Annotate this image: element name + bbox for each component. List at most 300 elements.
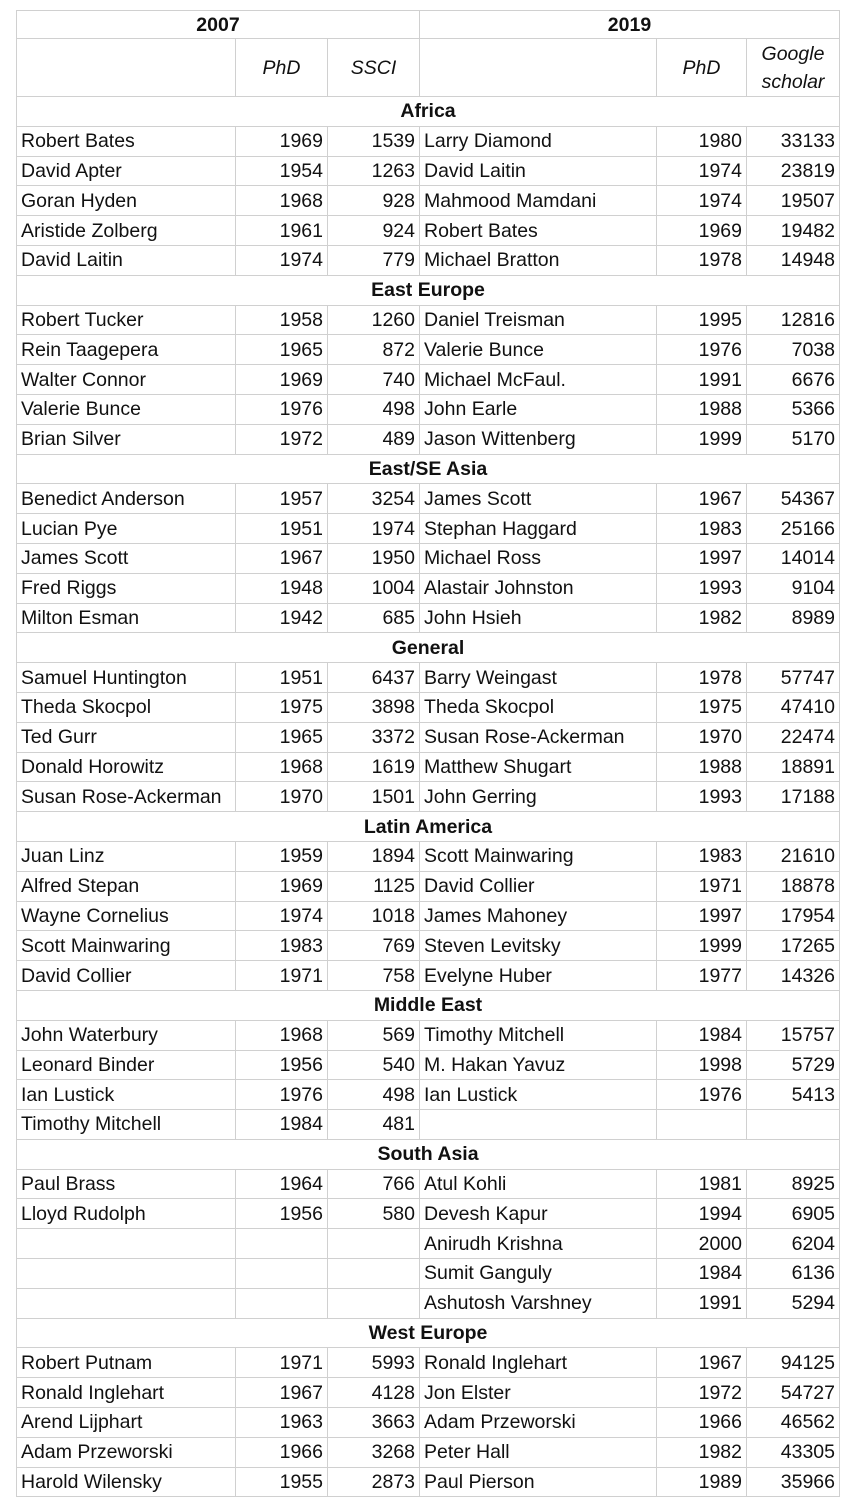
ssci-count: 3663 xyxy=(328,1408,420,1438)
google-scholar-count: 6136 xyxy=(747,1259,840,1289)
phd-year-2019: 1984 xyxy=(657,1020,747,1050)
table-row xyxy=(17,1378,840,1408)
scholar-2007-name: Lucian Pye xyxy=(17,514,236,544)
scholar-2019-name: James Mahoney xyxy=(420,901,657,931)
year-2007-header: 2007 xyxy=(17,11,420,39)
scholar-2007-name: Samuel Huntington xyxy=(17,663,236,693)
phd-year-2019: 1988 xyxy=(657,394,747,424)
scholar-2007-name: Paul Brass xyxy=(17,1169,236,1199)
google-scholar-count: 14014 xyxy=(747,543,840,573)
scholar-2007-name xyxy=(17,1259,236,1289)
phd-year-2019: 1989 xyxy=(657,1467,747,1497)
phd-year-2007: 1974 xyxy=(236,245,328,275)
table-row xyxy=(17,543,840,573)
scholar-2007-name: Walter Connor xyxy=(17,365,236,395)
scholar-2007-name: Ian Lustick xyxy=(17,1080,236,1110)
ssci-count: 758 xyxy=(328,961,420,991)
phd-year-2019: 1976 xyxy=(657,335,747,365)
scholar-2019-name: Steven Levitsky xyxy=(420,931,657,961)
phd-year-2007: 1956 xyxy=(236,1050,328,1080)
scholar-2007-name: Donald Horowitz xyxy=(17,752,236,782)
ssci-count xyxy=(328,1259,420,1289)
phd-year-2007: 1956 xyxy=(236,1199,328,1229)
phd-year-2019: 1974 xyxy=(657,156,747,186)
year-2019-header: 2019 xyxy=(420,11,840,39)
ssci-count: 1974 xyxy=(328,514,420,544)
ssci-count: 569 xyxy=(328,1020,420,1050)
phd-year-2007: 1968 xyxy=(236,752,328,782)
table-row xyxy=(17,186,840,216)
scholar-2019-name: John Earle xyxy=(420,394,657,424)
ssci-count: 872 xyxy=(328,335,420,365)
scholar-2007-name: Alfred Stepan xyxy=(17,871,236,901)
region-label: General xyxy=(17,633,840,663)
phd-year-2007: 1969 xyxy=(236,871,328,901)
phd-header-2019: PhD xyxy=(657,39,747,97)
table-row xyxy=(17,1169,840,1199)
phd-year-2007: 1971 xyxy=(236,961,328,991)
scholar-2007-name: Lloyd Rudolph xyxy=(17,1199,236,1229)
ssci-count: 2873 xyxy=(328,1467,420,1497)
phd-year-2007: 1967 xyxy=(236,543,328,573)
google-scholar-count: 9104 xyxy=(747,573,840,603)
scholar-2019-name: David Laitin xyxy=(420,156,657,186)
phd-year-2007: 1951 xyxy=(236,514,328,544)
scholar-2019-name: Daniel Treisman xyxy=(420,305,657,335)
google-scholar-count: 94125 xyxy=(747,1348,840,1378)
table-row xyxy=(17,126,840,156)
table-row xyxy=(17,603,840,633)
phd-year-2019: 1995 xyxy=(657,305,747,335)
google-scholar-count: 14948 xyxy=(747,245,840,275)
phd-year-2007: 1951 xyxy=(236,663,328,693)
phd-year-2007: 1963 xyxy=(236,1408,328,1438)
google-scholar-count: 47410 xyxy=(747,692,840,722)
region-row xyxy=(17,97,840,127)
phd-year-2007: 1966 xyxy=(236,1437,328,1467)
table-row xyxy=(17,156,840,186)
ssci-count: 1263 xyxy=(328,156,420,186)
google-scholar-count: 17954 xyxy=(747,901,840,931)
scholar-2007-name: Leonard Binder xyxy=(17,1050,236,1080)
phd-year-2007: 1969 xyxy=(236,365,328,395)
scholar-2007-name: Harold Wilensky xyxy=(17,1467,236,1497)
phd-year-2007: 1964 xyxy=(236,1169,328,1199)
scholar-2019-name: Anirudh Krishna xyxy=(420,1229,657,1259)
ssci-count: 1018 xyxy=(328,901,420,931)
phd-year-2019: 1978 xyxy=(657,245,747,275)
ssci-count: 1950 xyxy=(328,543,420,573)
scholar-2019-name: Sumit Ganguly xyxy=(420,1259,657,1289)
ssci-count: 740 xyxy=(328,365,420,395)
phd-year-2007: 1969 xyxy=(236,126,328,156)
ssci-count: 1894 xyxy=(328,841,420,871)
table-row xyxy=(17,871,840,901)
scholar-2007-name: Wayne Cornelius xyxy=(17,901,236,931)
region-row xyxy=(17,454,840,484)
scholar-2007-name: David Apter xyxy=(17,156,236,186)
google-scholar-count: 18878 xyxy=(747,871,840,901)
phd-year-2007: 1958 xyxy=(236,305,328,335)
phd-header-2007: PhD xyxy=(236,39,328,97)
table-row xyxy=(17,782,840,812)
scholar-2007-name: Ted Gurr xyxy=(17,722,236,752)
table-row xyxy=(17,752,840,782)
table-row xyxy=(17,841,840,871)
google-scholar-count: 12816 xyxy=(747,305,840,335)
google-scholar-count: 5170 xyxy=(747,424,840,454)
google-scholar-count: 5729 xyxy=(747,1050,840,1080)
scholar-2019-name: Atul Kohli xyxy=(420,1169,657,1199)
phd-year-2019: 1997 xyxy=(657,543,747,573)
table-row xyxy=(17,692,840,722)
region-label: Latin America xyxy=(17,812,840,842)
region-label: West Europe xyxy=(17,1318,840,1348)
ssci-count: 540 xyxy=(328,1050,420,1080)
ssci-count: 5993 xyxy=(328,1348,420,1378)
google-scholar-count: 6204 xyxy=(747,1229,840,1259)
table-row xyxy=(17,1348,840,1378)
table-row xyxy=(17,1050,840,1080)
table-row xyxy=(17,1408,840,1438)
phd-year-2019: 1982 xyxy=(657,1437,747,1467)
scholar-2007-name: Ronald Inglehart xyxy=(17,1378,236,1408)
phd-year-2019: 1978 xyxy=(657,663,747,693)
ssci-count: 779 xyxy=(328,245,420,275)
scholar-2007-name: Fred Riggs xyxy=(17,573,236,603)
region-row xyxy=(17,275,840,305)
table-body xyxy=(17,97,840,1497)
phd-year-2007: 1959 xyxy=(236,841,328,871)
phd-year-2019: 1981 xyxy=(657,1169,747,1199)
scholar-2019-name: M. Hakan Yavuz xyxy=(420,1050,657,1080)
scholar-2007-name: Robert Tucker xyxy=(17,305,236,335)
scholar-2019-name: David Collier xyxy=(420,871,657,901)
google-scholar-count: 5294 xyxy=(747,1288,840,1318)
phd-year-2007: 1954 xyxy=(236,156,328,186)
ssci-count: 1501 xyxy=(328,782,420,812)
phd-year-2007: 1961 xyxy=(236,216,328,246)
scholar-2019-name: Barry Weingast xyxy=(420,663,657,693)
phd-year-2019: 1975 xyxy=(657,692,747,722)
ssci-count: 498 xyxy=(328,394,420,424)
google-scholar-count: 35966 xyxy=(747,1467,840,1497)
scholar-2007-name: Rein Taagepera xyxy=(17,335,236,365)
google-scholar-count: 5366 xyxy=(747,394,840,424)
scholar-2019-name: Timothy Mitchell xyxy=(420,1020,657,1050)
phd-year-2019: 1967 xyxy=(657,1348,747,1378)
scholar-2019-name: Susan Rose-Ackerman xyxy=(420,722,657,752)
year-header-row xyxy=(17,11,840,39)
ssci-header: SSCI xyxy=(328,39,420,97)
google-scholar-count: 5413 xyxy=(747,1080,840,1110)
phd-year-2019: 1983 xyxy=(657,514,747,544)
region-label: South Asia xyxy=(17,1139,840,1169)
phd-year-2019: 1988 xyxy=(657,752,747,782)
ssci-count: 1539 xyxy=(328,126,420,156)
ssci-count: 1619 xyxy=(328,752,420,782)
empty-header-cell xyxy=(420,39,657,97)
scholar-2007-name: James Scott xyxy=(17,543,236,573)
phd-year-2019: 1999 xyxy=(657,931,747,961)
scholar-2019-name: Devesh Kapur xyxy=(420,1199,657,1229)
phd-year-2019: 1972 xyxy=(657,1378,747,1408)
scholar-2007-name: Adam Przeworski xyxy=(17,1437,236,1467)
table-row xyxy=(17,365,840,395)
scholar-2019-name: Michael Bratton xyxy=(420,245,657,275)
region-label: Africa xyxy=(17,97,840,127)
scholar-2019-name: Ian Lustick xyxy=(420,1080,657,1110)
table-row xyxy=(17,216,840,246)
ssci-count: 3898 xyxy=(328,692,420,722)
phd-year-2019: 1997 xyxy=(657,901,747,931)
google-scholar-count: 19482 xyxy=(747,216,840,246)
phd-year-2007: 1974 xyxy=(236,901,328,931)
table-row xyxy=(17,1110,840,1140)
table-row xyxy=(17,305,840,335)
scholar-2019-name: Scott Mainwaring xyxy=(420,841,657,871)
ssci-count: 928 xyxy=(328,186,420,216)
scholar-2019-name: John Gerring xyxy=(420,782,657,812)
table-row xyxy=(17,1020,840,1050)
table-row xyxy=(17,722,840,752)
phd-year-2007 xyxy=(236,1288,328,1318)
phd-year-2007 xyxy=(236,1229,328,1259)
google-scholar-count xyxy=(747,1110,840,1140)
scholar-2019-name xyxy=(420,1110,657,1140)
region-row xyxy=(17,633,840,663)
phd-year-2007: 1976 xyxy=(236,1080,328,1110)
phd-year-2019: 1994 xyxy=(657,1199,747,1229)
region-row xyxy=(17,1139,840,1169)
google-scholar-count: 22474 xyxy=(747,722,840,752)
google-scholar-count: 6676 xyxy=(747,365,840,395)
google-scholar-count: 8925 xyxy=(747,1169,840,1199)
google-scholar-count: 33133 xyxy=(747,126,840,156)
google-scholar-count: 18891 xyxy=(747,752,840,782)
ssci-count: 580 xyxy=(328,1199,420,1229)
scholar-2019-name: Mahmood Mamdani xyxy=(420,186,657,216)
phd-year-2019: 1966 xyxy=(657,1408,747,1438)
region-row xyxy=(17,990,840,1020)
ssci-count: 766 xyxy=(328,1169,420,1199)
scholar-2007-name: Theda Skocpol xyxy=(17,692,236,722)
google-scholar-count: 17265 xyxy=(747,931,840,961)
region-label: East/SE Asia xyxy=(17,454,840,484)
scholar-2019-name: Evelyne Huber xyxy=(420,961,657,991)
scholar-2019-name: Michael McFaul. xyxy=(420,365,657,395)
ssci-count xyxy=(328,1288,420,1318)
table-row xyxy=(17,1199,840,1229)
google-scholar-count: 54367 xyxy=(747,484,840,514)
region-row xyxy=(17,1318,840,1348)
phd-year-2019: 1991 xyxy=(657,1288,747,1318)
scholar-2019-name: Stephan Haggard xyxy=(420,514,657,544)
phd-year-2007: 1965 xyxy=(236,722,328,752)
table-row xyxy=(17,1229,840,1259)
google-scholar-header: Google scholar xyxy=(747,39,840,97)
phd-year-2007: 1955 xyxy=(236,1467,328,1497)
phd-year-2019: 1993 xyxy=(657,573,747,603)
scholar-2019-name: Ashutosh Varshney xyxy=(420,1288,657,1318)
google-scholar-count: 46562 xyxy=(747,1408,840,1438)
table-row xyxy=(17,663,840,693)
phd-year-2019 xyxy=(657,1110,747,1140)
phd-year-2007: 1942 xyxy=(236,603,328,633)
phd-year-2007: 1967 xyxy=(236,1378,328,1408)
google-scholar-count: 14326 xyxy=(747,961,840,991)
phd-year-2019: 1999 xyxy=(657,424,747,454)
google-scholar-count: 6905 xyxy=(747,1199,840,1229)
ssci-count: 3268 xyxy=(328,1437,420,1467)
google-scholar-count: 25166 xyxy=(747,514,840,544)
ssci-count: 1004 xyxy=(328,573,420,603)
scholar-2007-name: John Waterbury xyxy=(17,1020,236,1050)
phd-year-2007: 1984 xyxy=(236,1110,328,1140)
scholar-2007-name: Robert Putnam xyxy=(17,1348,236,1378)
scholar-2007-name: Benedict Anderson xyxy=(17,484,236,514)
scholar-2019-name: Jason Wittenberg xyxy=(420,424,657,454)
table-row xyxy=(17,394,840,424)
scholar-2019-name: Ronald Inglehart xyxy=(420,1348,657,1378)
phd-year-2007: 1972 xyxy=(236,424,328,454)
phd-year-2007: 1965 xyxy=(236,335,328,365)
google-scholar-count: 8989 xyxy=(747,603,840,633)
scholar-2007-name: Aristide Zolberg xyxy=(17,216,236,246)
table-row xyxy=(17,1437,840,1467)
phd-year-2007 xyxy=(236,1259,328,1289)
table-row xyxy=(17,484,840,514)
phd-year-2019: 1998 xyxy=(657,1050,747,1080)
phd-year-2019: 1982 xyxy=(657,603,747,633)
phd-year-2019: 1991 xyxy=(657,365,747,395)
ssci-count: 1125 xyxy=(328,871,420,901)
scholar-2007-name: Brian Silver xyxy=(17,424,236,454)
phd-year-2019: 1977 xyxy=(657,961,747,991)
google-scholar-count: 17188 xyxy=(747,782,840,812)
scholar-2019-name: Paul Pierson xyxy=(420,1467,657,1497)
table-row xyxy=(17,245,840,275)
phd-year-2019: 1976 xyxy=(657,1080,747,1110)
ssci-count xyxy=(328,1229,420,1259)
table-row xyxy=(17,424,840,454)
phd-year-2007: 1968 xyxy=(236,1020,328,1050)
scholar-2019-name: Adam Przeworski xyxy=(420,1408,657,1438)
google-scholar-count: 15757 xyxy=(747,1020,840,1050)
table-row xyxy=(17,573,840,603)
phd-year-2007: 1976 xyxy=(236,394,328,424)
phd-year-2019: 1980 xyxy=(657,126,747,156)
scholar-2007-name: Juan Linz xyxy=(17,841,236,871)
phd-year-2019: 2000 xyxy=(657,1229,747,1259)
empty-header-cell xyxy=(17,39,236,97)
phd-year-2019: 1971 xyxy=(657,871,747,901)
table-row xyxy=(17,1467,840,1497)
google-scholar-count: 21610 xyxy=(747,841,840,871)
scholar-2007-name: Susan Rose-Ackerman xyxy=(17,782,236,812)
table-row xyxy=(17,1259,840,1289)
ssci-count: 1260 xyxy=(328,305,420,335)
table-row xyxy=(17,961,840,991)
scholar-2007-name: David Laitin xyxy=(17,245,236,275)
table-row xyxy=(17,1080,840,1110)
scholar-2007-name: Robert Bates xyxy=(17,126,236,156)
scholar-2019-name: Alastair Johnston xyxy=(420,573,657,603)
scholar-2019-name: Theda Skocpol xyxy=(420,692,657,722)
phd-year-2007: 1983 xyxy=(236,931,328,961)
phd-year-2019: 1970 xyxy=(657,722,747,752)
table-row xyxy=(17,931,840,961)
scholar-2019-name: Valerie Bunce xyxy=(420,335,657,365)
phd-year-2019: 1967 xyxy=(657,484,747,514)
scholar-2007-name: Arend Lijphart xyxy=(17,1408,236,1438)
table-row xyxy=(17,901,840,931)
scholar-2019-name: Larry Diamond xyxy=(420,126,657,156)
scholar-2019-name: Michael Ross xyxy=(420,543,657,573)
phd-year-2007: 1948 xyxy=(236,573,328,603)
table-row xyxy=(17,514,840,544)
phd-year-2019: 1974 xyxy=(657,186,747,216)
column-header-row xyxy=(17,39,840,97)
scholars-citation-table xyxy=(16,10,840,1497)
table-row xyxy=(17,335,840,365)
table-row xyxy=(17,1288,840,1318)
google-scholar-count: 57747 xyxy=(747,663,840,693)
ssci-count: 685 xyxy=(328,603,420,633)
phd-year-2007: 1970 xyxy=(236,782,328,812)
google-scholar-count: 19507 xyxy=(747,186,840,216)
scholar-2019-name: Matthew Shugart xyxy=(420,752,657,782)
region-row xyxy=(17,812,840,842)
scholar-2007-name: David Collier xyxy=(17,961,236,991)
ssci-count: 924 xyxy=(328,216,420,246)
ssci-count: 498 xyxy=(328,1080,420,1110)
ssci-count: 6437 xyxy=(328,663,420,693)
scholar-2019-name: Peter Hall xyxy=(420,1437,657,1467)
google-scholar-count: 23819 xyxy=(747,156,840,186)
scholar-2019-name: James Scott xyxy=(420,484,657,514)
phd-year-2007: 1971 xyxy=(236,1348,328,1378)
google-scholar-count: 43305 xyxy=(747,1437,840,1467)
scholar-2007-name: Timothy Mitchell xyxy=(17,1110,236,1140)
scholar-2007-name: Valerie Bunce xyxy=(17,394,236,424)
phd-year-2019: 1969 xyxy=(657,216,747,246)
ssci-count: 4128 xyxy=(328,1378,420,1408)
scholar-2007-name: Scott Mainwaring xyxy=(17,931,236,961)
phd-year-2019: 1993 xyxy=(657,782,747,812)
phd-year-2019: 1983 xyxy=(657,841,747,871)
ssci-count: 769 xyxy=(328,931,420,961)
ssci-count: 489 xyxy=(328,424,420,454)
region-label: East Europe xyxy=(17,275,840,305)
phd-year-2007: 1957 xyxy=(236,484,328,514)
phd-year-2007: 1975 xyxy=(236,692,328,722)
ssci-count: 3254 xyxy=(328,484,420,514)
scholar-2007-name: Goran Hyden xyxy=(17,186,236,216)
scholar-2007-name xyxy=(17,1229,236,1259)
phd-year-2007: 1968 xyxy=(236,186,328,216)
google-scholar-count: 7038 xyxy=(747,335,840,365)
google-scholar-count: 54727 xyxy=(747,1378,840,1408)
ssci-count: 481 xyxy=(328,1110,420,1140)
phd-year-2019: 1984 xyxy=(657,1259,747,1289)
scholar-2007-name xyxy=(17,1288,236,1318)
scholar-2007-name: Milton Esman xyxy=(17,603,236,633)
scholar-2019-name: John Hsieh xyxy=(420,603,657,633)
scholar-2019-name: Robert Bates xyxy=(420,216,657,246)
ssci-count: 3372 xyxy=(328,722,420,752)
scholar-2019-name: Jon Elster xyxy=(420,1378,657,1408)
